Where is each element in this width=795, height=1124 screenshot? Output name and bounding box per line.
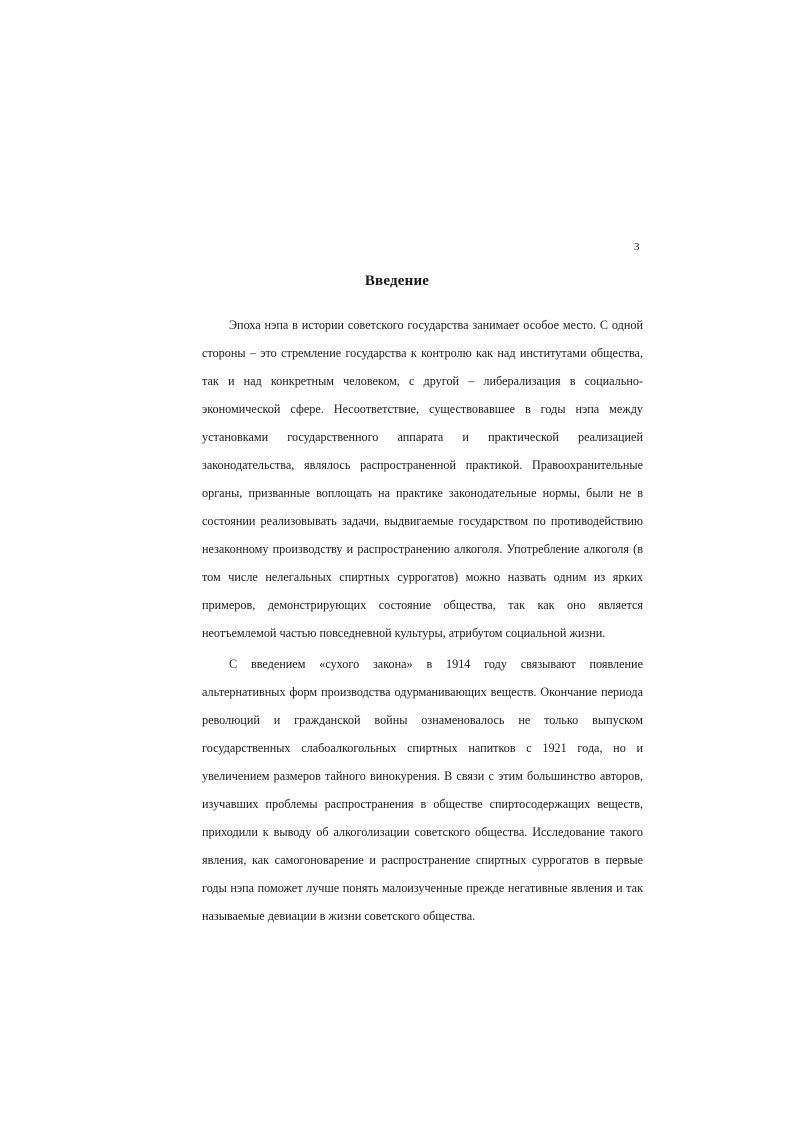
section-title: Введение	[364, 273, 430, 289]
paragraph-2: С введением «сухого закона» в 1914 году связывают появление альтернативных форм производства одурманивающих веществ. Окончание периода революций и гражданской войны ознаменовалось не только выпуском государственных слабоалкогольных спиртных напитков с 1921 года, но и увеличением размеров тайного винокурения. В связи с этим большинство авторов, изучавших проблемы распространения в обществе спиртосодержащих веществ, приходили к выводу об алкоголизации советского общества. Исследование такого явления, как самогоноварение и распространение спиртных суррогатов в первые годы нэпа поможет лучше понять малоизученные прежде негативные явления и так называемые девиации в жизни советского общества.	[202, 657, 643, 923]
page-number: 3	[634, 241, 640, 253]
body-text	[202, 311, 643, 930]
paragraph-1: Эпоха нэпа в истории советского государства занимает особое место. С одной стороны – это стремление государства к контролю как над институтами общества, так и над конкретным человеком, с другой – либерализация в социально-экономической сфере. Несоответствие, существовавшее в годы нэпа между установками государственного аппарата и практической реализацией законодательства, являлось распространенной практикой. Правоохранительные органы, призванные воплощать на практике законодательные нормы, были не в состоянии реализовывать задачи, выдвигаемые государством по противодействию незаконному производству и распространению алкоголя. Употребление алкоголя (в том числе нелегальных спиртных суррогатов) можно назвать одним из ярких примеров, демонстрирующих состояние общества, так как оно является неотъемлемой частью повседневной культуры, атрибутом социальной жизни.	[202, 318, 643, 640]
